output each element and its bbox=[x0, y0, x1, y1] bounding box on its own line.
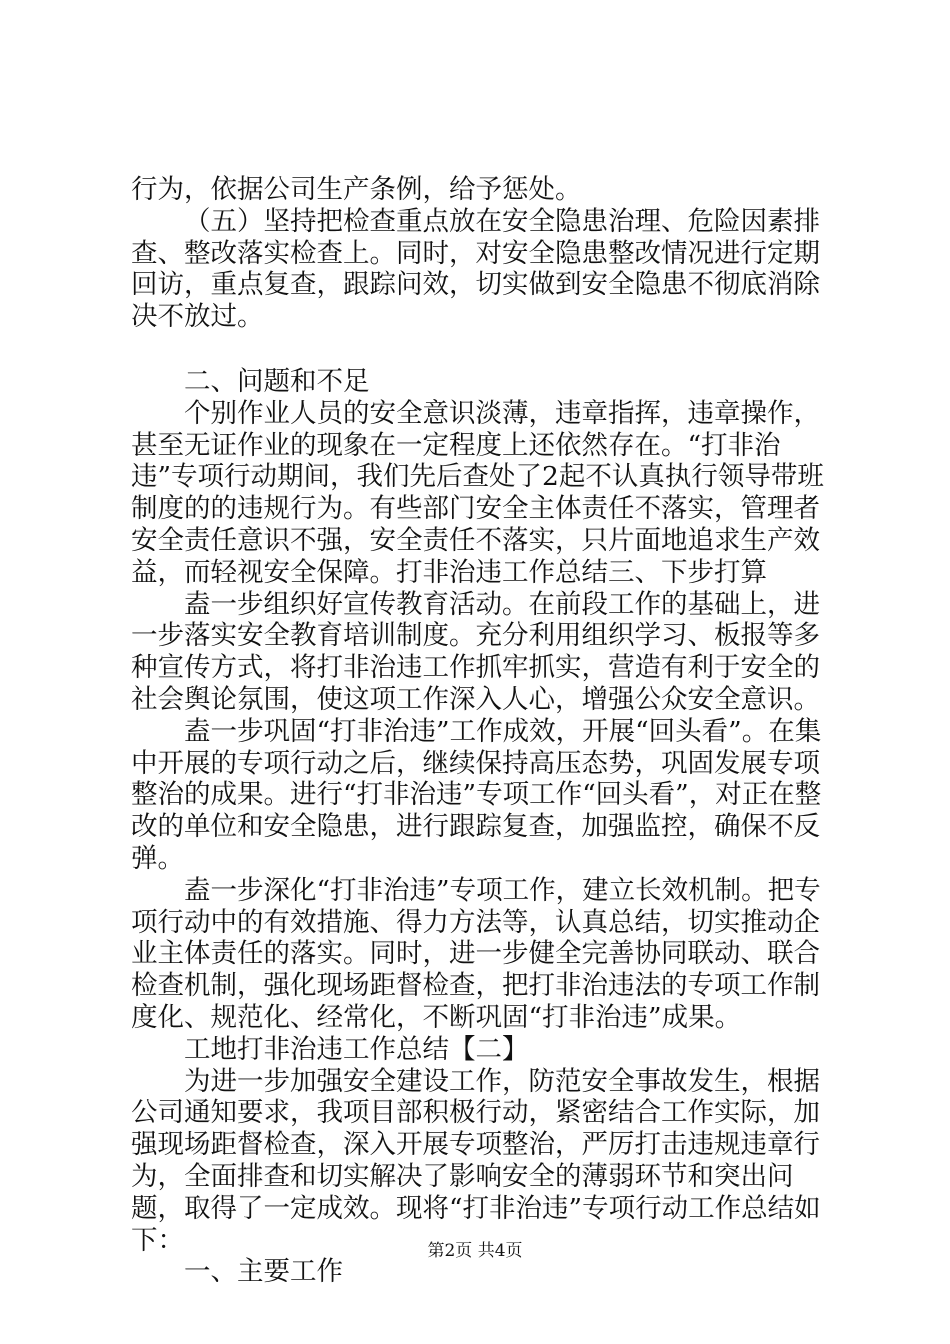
page-footer: 第2页 共4页 bbox=[427, 1241, 523, 1261]
paragraph-problems: 个别作业人员的安全意识淡薄，违章指挥，违章操作，甚至无证作业的现象在一定程度上还依然存在。“打非治违”专项行动期间，我们先后查处了2起不认真执行领导带班制度的的违规行为。有些部门安全主体责任不落实，管理者安全责任意识不强，安全责任不落实，只片面地追求生产效益，而轻视安全保障。打非治违工作总结三、下步打算 bbox=[131, 397, 824, 588]
paragraph-plan-one: 盍一步组织好宣传教育活动。在前段工作的基础上，进一步落实安全教育培训制度。充分利用组织学习、板报等多种宣传方式，将打非治违工作抓牢抓实，营造有利于安全的社会舆论氛围，使这项工作深入人心，增强公众安全意识。 bbox=[131, 588, 820, 715]
paragraph-plan-three: 盍一步深化“打非治违”专项工作，建立长效机制。把专项行动中的有效措施、得力方法等，认真总结，切实推动企业主体责任的落实。同时，进一步健全完善协同联动、联合检查机制，强化现场距督检查，把打非治违法的专项工作制度化、规范化、经常化，不断巩固“打非治违”成果。 bbox=[131, 874, 821, 1033]
paragraph-intro: 为进一步加强安全建设工作，防范安全事故发生，根据公司通知要求，我项目部积极行动，紧密结合工作实际，加强现场距督检查，深入开展专项整治，严厉打击违规违章行为，全面排查和切实解决了影响安全的薄弱环节和突出问题，取得了一定成效。现将“打非治违”专项行动工作总结如下： bbox=[131, 1065, 821, 1256]
section-heading-main-work: 一、主要工作 bbox=[184, 1256, 343, 1288]
section-title-summary-two: 工地打非治违工作总结【二】 bbox=[184, 1033, 529, 1065]
paragraph-item-five: （五）坚持把检查重点放在安全隐患治理、危险因素排查、整改落实检查上。同时，对安全隐患整改情况进行定期回访，重点复查，跟踪问效，切实做到安全隐患不彻底消除决不放过。 bbox=[131, 205, 820, 333]
section-heading-problems: 二、问题和不足 bbox=[184, 365, 370, 397]
document-body bbox=[131, 174, 835, 1288]
paragraph-plan-two: 盍一步巩固“打非治违”工作成效，开展“回头看”。在集中开展的专项行动之后，继续保持高压态势，巩固发展专项整治的成果。进行“打非治违”专项工作“回头看”，对正在整改的单位和安全隐患，进行跟踪复查，加强监控，确保不反弹。 bbox=[131, 715, 822, 874]
paragraph-continuation: 行为，依据公司生产条例，给予惩处。 bbox=[131, 174, 582, 205]
